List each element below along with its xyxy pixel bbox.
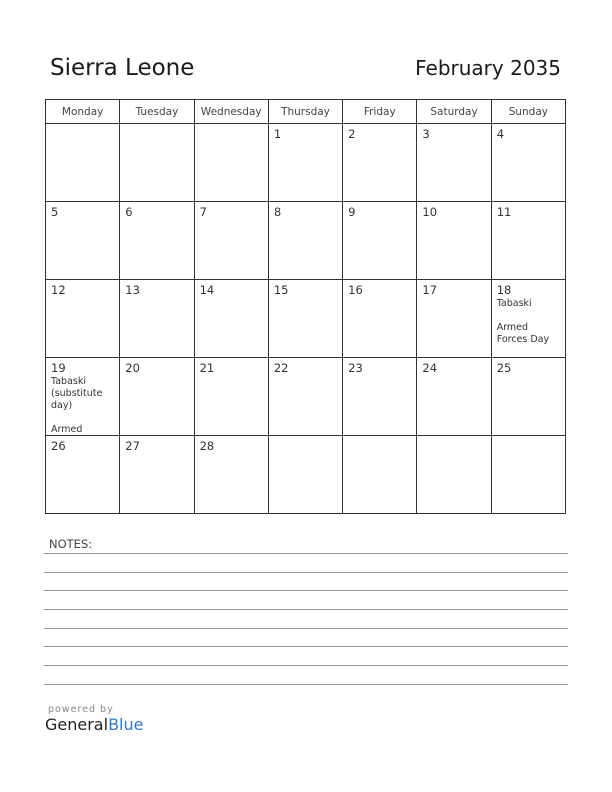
day-cell <box>417 358 491 436</box>
day-number: 4 <box>496 127 505 141</box>
day-cell <box>194 202 268 280</box>
day-cell <box>194 358 268 436</box>
day-cell <box>417 280 491 358</box>
weekday-sunday: Sunday <box>491 100 565 124</box>
day-number: 27 <box>125 439 140 453</box>
note-line <box>44 665 568 666</box>
day-cell <box>491 358 565 436</box>
weekday-thursday: Thursday <box>268 100 342 124</box>
day-cell <box>46 202 120 280</box>
day-cell <box>120 202 194 280</box>
day-cell <box>417 436 491 514</box>
day-cell <box>491 202 565 280</box>
calendar-body <box>46 124 566 514</box>
note-line <box>44 684 568 685</box>
weekday-friday: Friday <box>343 100 417 124</box>
day-cell <box>417 202 491 280</box>
calendar-week-row <box>46 280 566 358</box>
day-number: 16 <box>348 283 363 297</box>
day-number: 12 <box>51 283 66 297</box>
day-cell <box>46 358 120 436</box>
brand-name-blue: Blue <box>108 715 144 734</box>
day-cell <box>194 124 268 202</box>
day-number: 2 <box>348 127 356 141</box>
day-cell <box>417 124 491 202</box>
weekday-saturday: Saturday <box>417 100 491 124</box>
calendar-week-row <box>46 202 566 280</box>
day-cell <box>120 124 194 202</box>
day-cell <box>343 202 417 280</box>
brand-logo <box>45 704 143 735</box>
day-cell <box>268 202 342 280</box>
day-cell <box>343 436 417 514</box>
day-cell <box>194 280 268 358</box>
brand-name <box>45 715 143 735</box>
day-cell <box>46 124 120 202</box>
day-cell <box>46 436 120 514</box>
note-line <box>44 646 568 647</box>
weekday-tuesday: Tuesday <box>120 100 194 124</box>
day-cell <box>120 436 194 514</box>
day-cell <box>46 280 120 358</box>
day-number: 5 <box>51 205 59 219</box>
day-number: 19 <box>51 361 66 375</box>
day-number: 7 <box>199 205 207 219</box>
day-number: 1 <box>273 127 282 141</box>
notes-label: NOTES: <box>49 537 93 551</box>
day-number: 8 <box>273 205 282 219</box>
day-number: 15 <box>273 283 289 297</box>
day-number: 26 <box>51 439 66 453</box>
day-number: 22 <box>273 361 289 375</box>
month-title: February 2035 <box>415 56 561 80</box>
day-number: 10 <box>422 205 438 219</box>
holiday-event: Armed Forces Day <box>496 322 550 345</box>
day-cell <box>268 124 342 202</box>
note-line <box>44 553 568 554</box>
day-cell <box>491 280 565 358</box>
weekday-wednesday: Wednesday <box>194 100 268 124</box>
country-title: Sierra Leone <box>50 55 195 81</box>
day-cell <box>343 280 417 358</box>
day-number: 17 <box>422 283 438 297</box>
day-number: 25 <box>496 361 512 375</box>
calendar-grid <box>45 99 566 514</box>
note-line <box>44 572 568 573</box>
day-cell <box>268 280 342 358</box>
day-cell <box>268 358 342 436</box>
day-number: 20 <box>125 361 140 375</box>
day-cell <box>120 280 194 358</box>
day-number: 9 <box>348 205 356 219</box>
note-line <box>44 628 568 629</box>
day-cell <box>343 124 417 202</box>
calendar-week-row <box>46 124 566 202</box>
note-line <box>44 590 568 591</box>
note-line <box>44 609 568 610</box>
brand-tagline: powered by <box>48 704 114 715</box>
calendar-week-row <box>46 436 566 514</box>
day-number: 23 <box>348 361 363 375</box>
day-cell <box>268 436 342 514</box>
day-number: 21 <box>199 361 215 375</box>
holiday-event: Tabaski <box>496 298 532 309</box>
holiday-event: Armed <box>51 424 83 435</box>
day-number: 3 <box>422 127 430 141</box>
weekday-header-row <box>46 100 566 124</box>
holiday-event: Tabaski (substitute day) <box>51 376 103 411</box>
day-cell <box>491 124 565 202</box>
day-cell <box>120 358 194 436</box>
day-number: 24 <box>422 361 438 375</box>
day-cell <box>343 358 417 436</box>
day-number: 14 <box>199 283 215 297</box>
day-number: 11 <box>496 205 512 219</box>
day-cell <box>491 436 565 514</box>
brand-name-general: General <box>45 715 109 734</box>
weekday-monday: Monday <box>46 100 120 124</box>
day-number: 13 <box>125 283 140 297</box>
day-number: 18 <box>496 283 512 297</box>
day-number: 6 <box>125 205 133 219</box>
day-cell <box>194 436 268 514</box>
calendar-week-row <box>46 358 566 436</box>
day-number: 28 <box>199 439 215 453</box>
